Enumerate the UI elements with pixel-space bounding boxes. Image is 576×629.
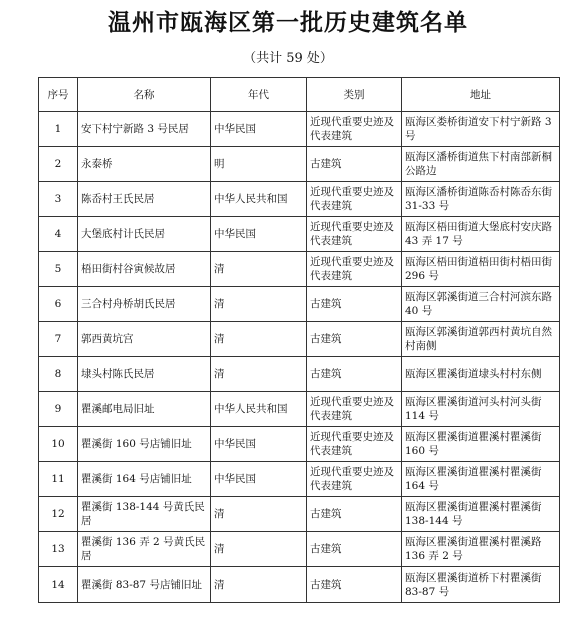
cell-era: 清 — [211, 252, 307, 287]
cell-index: 13 — [39, 532, 78, 567]
cell-era: 清 — [211, 567, 307, 603]
table-row — [39, 252, 560, 287]
cell-address: 瓯海区潘桥街道陈岙村陈岙东街 31-33 号 — [402, 182, 560, 217]
cell-index: 2 — [39, 147, 78, 182]
cell-category: 古建筑 — [307, 147, 402, 182]
table-row — [39, 112, 560, 147]
table-row — [39, 287, 560, 322]
cell-category: 近现代重要史迹及代表建筑 — [307, 112, 402, 147]
column-header-address: 地址 — [402, 78, 560, 112]
cell-era: 清 — [211, 357, 307, 392]
cell-index: 4 — [39, 217, 78, 252]
table-row — [39, 147, 560, 182]
cell-category: 近现代重要史迹及代表建筑 — [307, 427, 402, 462]
cell-name: 郭西黄坑宫 — [78, 322, 211, 357]
cell-address: 瓯海区娄桥街道安下村宁新路 3 号 — [402, 112, 560, 147]
cell-category: 古建筑 — [307, 322, 402, 357]
cell-name: 陈岙村王氏民居 — [78, 182, 211, 217]
table-row — [39, 567, 560, 603]
column-header-era: 年代 — [211, 78, 307, 112]
cell-index: 9 — [39, 392, 78, 427]
column-header-category: 类别 — [307, 78, 402, 112]
cell-name: 三合村舟桥胡氏民居 — [78, 287, 211, 322]
cell-index: 12 — [39, 497, 78, 532]
cell-name: 永泰桥 — [78, 147, 211, 182]
cell-era: 清 — [211, 532, 307, 567]
cell-category: 近现代重要史迹及代表建筑 — [307, 252, 402, 287]
cell-category: 近现代重要史迹及代表建筑 — [307, 217, 402, 252]
cell-address: 瓯海区瞿溪街道瞿溪村瞿溪街 160 号 — [402, 427, 560, 462]
cell-category: 古建筑 — [307, 357, 402, 392]
cell-category: 近现代重要史迹及代表建筑 — [307, 462, 402, 497]
table-row — [39, 322, 560, 357]
cell-name: 埭头村陈氏民居 — [78, 357, 211, 392]
cell-category: 古建筑 — [307, 532, 402, 567]
table-row — [39, 392, 560, 427]
column-header-index: 序号 — [39, 78, 78, 112]
cell-era: 中华民国 — [211, 217, 307, 252]
cell-index: 8 — [39, 357, 78, 392]
cell-era: 清 — [211, 287, 307, 322]
table-header-row — [39, 78, 560, 112]
cell-address: 瓯海区瞿溪街道瞿溪村瞿溪街 138-144 号 — [402, 497, 560, 532]
cell-era: 中华民国 — [211, 462, 307, 497]
cell-index: 11 — [39, 462, 78, 497]
cell-index: 1 — [39, 112, 78, 147]
table-row — [39, 462, 560, 497]
cell-index: 10 — [39, 427, 78, 462]
cell-name: 瞿溪街 136 弄 2 号黄氏民居 — [78, 532, 211, 567]
cell-era: 清 — [211, 322, 307, 357]
cell-era: 中华人民共和国 — [211, 182, 307, 217]
cell-index: 6 — [39, 287, 78, 322]
cell-era: 中华民国 — [211, 427, 307, 462]
document-title: 温州市瓯海区第一批历史建筑名单 — [108, 9, 468, 36]
table-row — [39, 532, 560, 567]
table-row — [39, 217, 560, 252]
document-subtitle: （共计 59 处） — [243, 51, 333, 66]
cell-category: 古建筑 — [307, 567, 402, 603]
cell-name: 瞿溪街 83-87 号店铺旧址 — [78, 567, 211, 603]
historic-buildings-table — [38, 77, 560, 603]
cell-era: 清 — [211, 497, 307, 532]
table-row — [39, 357, 560, 392]
cell-index: 7 — [39, 322, 78, 357]
cell-era: 中华人民共和国 — [211, 392, 307, 427]
cell-category: 近现代重要史迹及代表建筑 — [307, 392, 402, 427]
cell-name: 瞿溪邮电局旧址 — [78, 392, 211, 427]
column-header-name: 名称 — [78, 78, 211, 112]
cell-address: 瓯海区梧田街道大堡底村安庆路 43 弄 17 号 — [402, 217, 560, 252]
cell-address: 瓯海区郭溪街道郭西村黄坑自然村南侧 — [402, 322, 560, 357]
cell-category: 近现代重要史迹及代表建筑 — [307, 182, 402, 217]
cell-name: 梧田街村谷寅候故居 — [78, 252, 211, 287]
cell-name: 安下村宁新路 3 号民居 — [78, 112, 211, 147]
table-row — [39, 182, 560, 217]
cell-address: 瓯海区潘桥街道焦下村南部新桐公路边 — [402, 147, 560, 182]
cell-name: 大堡底村计氏民居 — [78, 217, 211, 252]
table-body — [39, 112, 560, 603]
cell-index: 3 — [39, 182, 78, 217]
cell-address: 瓯海区瞿溪街道桥下村瞿溪街 83-87 号 — [402, 567, 560, 603]
cell-name: 瞿溪街 160 号店铺旧址 — [78, 427, 211, 462]
cell-name: 瞿溪街 138-144 号黄氏民居 — [78, 497, 211, 532]
cell-address: 瓯海区瞿溪街道瞿溪村瞿溪路 136 弄 2 号 — [402, 532, 560, 567]
cell-category: 古建筑 — [307, 497, 402, 532]
cell-address: 瓯海区瞿溪街道埭头村村东侧 — [402, 357, 560, 392]
cell-category: 古建筑 — [307, 287, 402, 322]
cell-index: 5 — [39, 252, 78, 287]
cell-address: 瓯海区瞿溪街道河头村河头街 114 号 — [402, 392, 560, 427]
cell-address: 瓯海区瞿溪街道瞿溪村瞿溪街 164 号 — [402, 462, 560, 497]
cell-era: 中华民国 — [211, 112, 307, 147]
table-row — [39, 427, 560, 462]
cell-address: 瓯海区梧田街道梧田街村梧田街 296 号 — [402, 252, 560, 287]
cell-era: 明 — [211, 147, 307, 182]
cell-address: 瓯海区郭溪街道三合村河滨东路 40 号 — [402, 287, 560, 322]
cell-index: 14 — [39, 567, 78, 603]
table-row — [39, 497, 560, 532]
cell-name: 瞿溪街 164 号店铺旧址 — [78, 462, 211, 497]
